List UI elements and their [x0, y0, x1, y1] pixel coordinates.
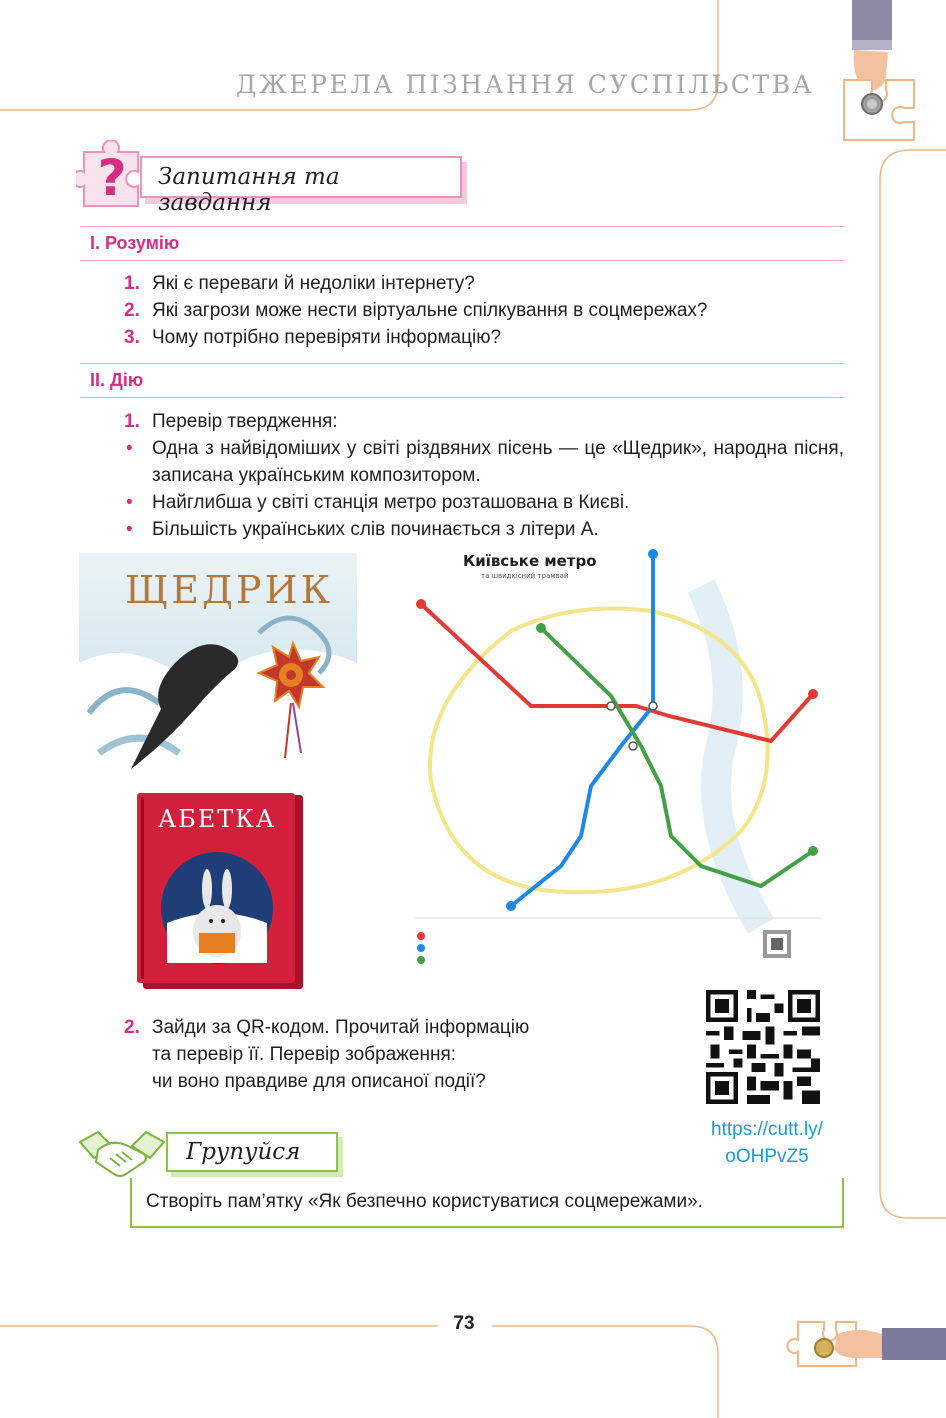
bullet-mark: •: [126, 438, 133, 459]
page-number: 73: [453, 1313, 475, 1334]
task-2-line-3: чи воно правдиве для описаної події?: [152, 1071, 486, 1092]
bullet-mark: •: [126, 519, 133, 540]
metro-title: Київське метро: [463, 552, 597, 570]
bullet-item: [124, 489, 844, 516]
item-number: 3.: [124, 327, 140, 348]
section-2-title: II. Дію: [90, 370, 144, 390]
qr-code[interactable]: [706, 990, 820, 1104]
bullet-mark: •: [126, 492, 133, 513]
qr-link[interactable]: [692, 1116, 842, 1170]
item-text: Чому потрібно перевіряти інформацію?: [152, 327, 502, 348]
question-mark: ?: [97, 149, 127, 207]
section-2-heading: [80, 363, 844, 398]
kyiv-metro-map: [401, 546, 837, 966]
group-task-text: Створіть пам’ятку «Як безпечно користуватися соцмережами».: [146, 1191, 703, 1212]
task-2-line-1: Зайди за QR-кодом. Прочитай інформацію: [152, 1017, 530, 1038]
bullet-text: Найглибша у світі станція метро розташована в Києві.: [152, 492, 630, 513]
task-2: [124, 1014, 624, 1095]
handshake-icon: [76, 1124, 168, 1180]
item-number: 2.: [124, 1017, 140, 1038]
bullet-text: Більшість українських слів починається з літери А.: [152, 519, 599, 540]
section-1-heading: [80, 226, 844, 261]
item-text: Які є переваги й недоліки інтернету?: [152, 273, 475, 294]
section-1-title: I. Розумію: [90, 233, 180, 253]
list-item: [124, 408, 844, 435]
bullet-item: [124, 435, 844, 489]
section-1-list: [124, 270, 844, 351]
bullet-text: Одна з найвідоміших у світі різдвяних пісень — це «Щедрик», народна пісня, записана українським композитором.: [152, 438, 844, 486]
questions-title-box: [140, 156, 462, 216]
running-title: ДЖЕРЕЛА ПІЗНАННЯ СУСПІЛЬСТВА: [236, 70, 815, 99]
questions-title: Запитання та завдання: [158, 164, 340, 216]
metro-subtitle: та швидкісний трамвай: [481, 572, 569, 580]
item-number: 2.: [124, 300, 140, 321]
section-2-list: [124, 408, 844, 543]
item-text: Які загрози може нести віртуальне спілкування в соцмережах?: [152, 300, 708, 321]
qr-link-line-1[interactable]: https://cutt.ly/: [711, 1119, 823, 1140]
group-title: Групуйся: [186, 1139, 301, 1165]
group-task-box: [130, 1178, 844, 1228]
question-puzzle-icon: [76, 140, 148, 212]
task-2-line-2: та перевір її. Перевір зображення:: [152, 1044, 457, 1065]
qr-link-line-2[interactable]: oOHPvZ5: [725, 1146, 809, 1167]
hand-puzzle-icon: [836, 0, 946, 150]
item-number: 1.: [124, 273, 140, 294]
shchedryk-image: [79, 553, 357, 773]
shchedryk-title: ЩЕДРИК: [124, 568, 334, 612]
item-text: Перевір твердження:: [152, 411, 338, 432]
group-title-box: [166, 1132, 338, 1172]
list-item: [124, 297, 844, 324]
abetka-book-image: [137, 793, 305, 989]
hand-puzzle-bottom-icon: [778, 1312, 946, 1372]
list-item: [124, 324, 844, 351]
list-item: [124, 270, 844, 297]
abetka-title: АБЕТКА: [157, 805, 277, 833]
item-number: 1.: [124, 411, 140, 432]
bullet-item: [124, 516, 844, 543]
list-item: [124, 1014, 624, 1041]
